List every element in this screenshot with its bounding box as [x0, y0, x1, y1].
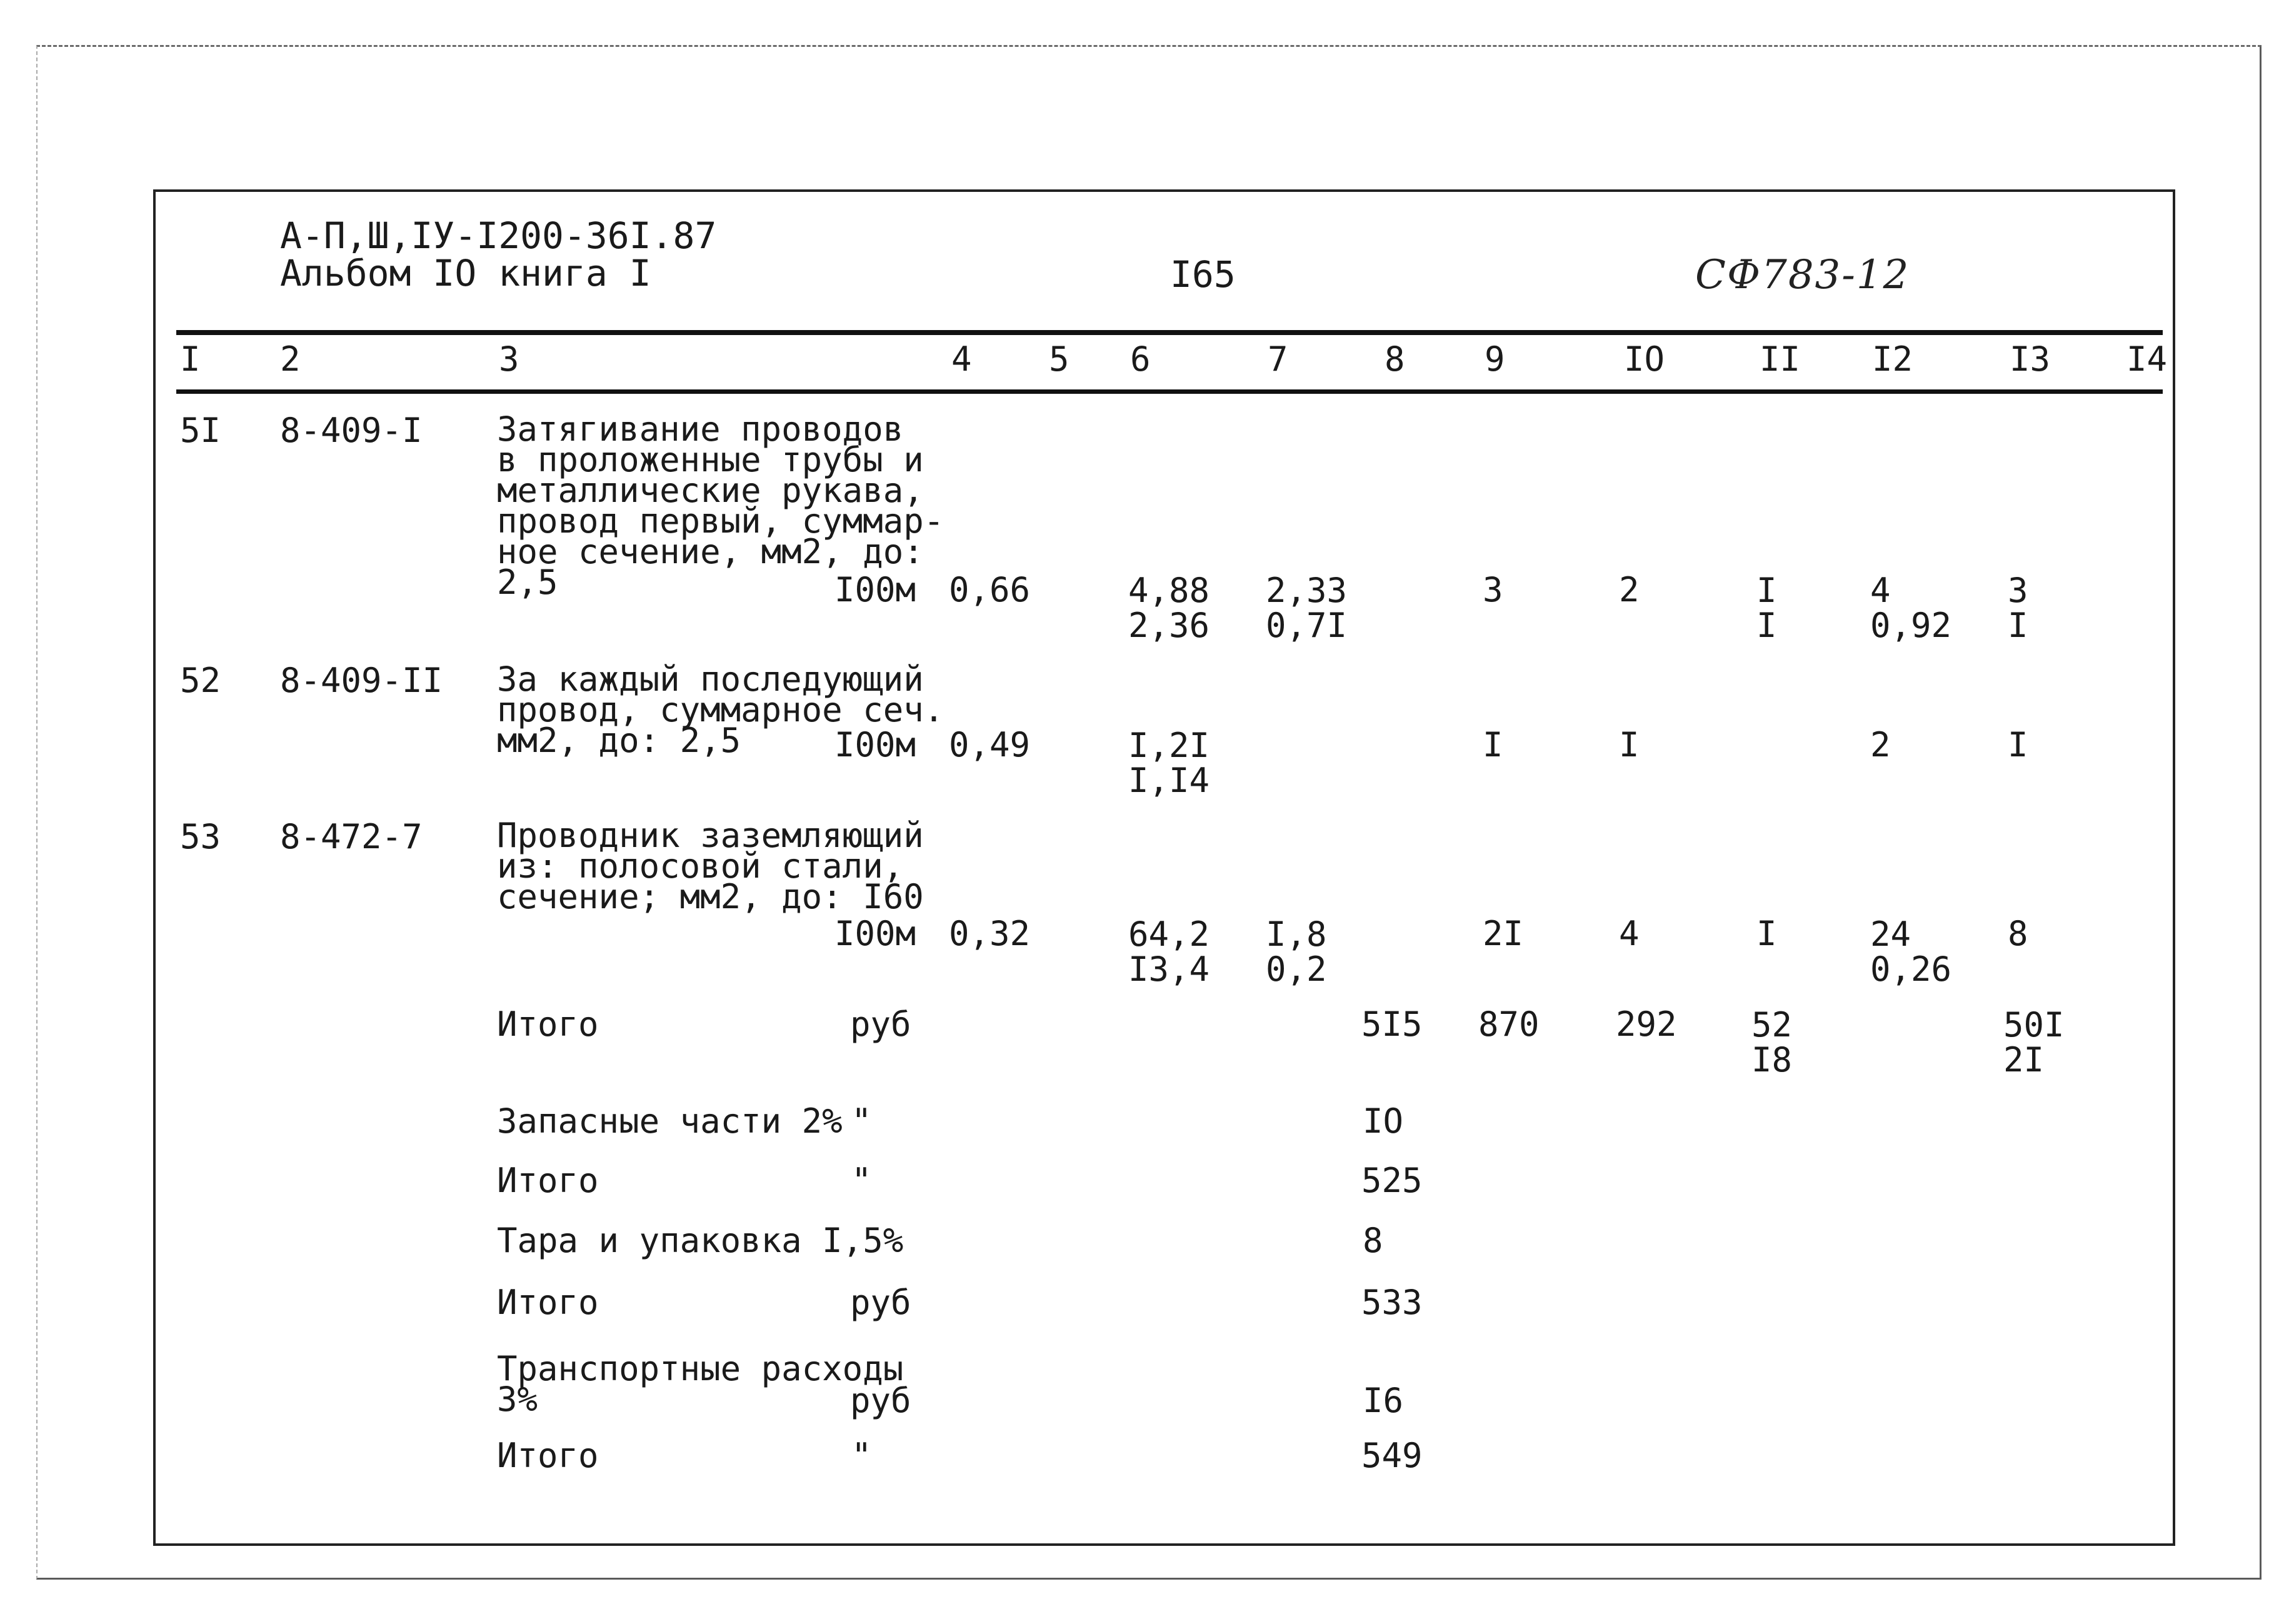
itogo-4-label: Итого — [497, 1436, 599, 1475]
row-51-number: 5I — [180, 411, 221, 450]
row-52-number: 52 — [180, 661, 221, 700]
itogo-1-label: Итого — [497, 1005, 599, 1044]
col-header-8: 8 — [1385, 339, 1405, 379]
row-53-number: 53 — [180, 817, 221, 856]
header-bottom-rule — [176, 389, 2163, 394]
row-52-col13: I — [2008, 725, 2028, 764]
row-51-unit: I00м — [834, 570, 916, 609]
row-53-description: Проводник заземляющий из: полосовой стали, сечение; мм2, до: I60 — [497, 816, 924, 916]
row-53-col12: 24 0,26 — [1870, 915, 1952, 989]
tara-col8: 8 — [1363, 1221, 1383, 1260]
col-header-4: 4 — [951, 339, 972, 379]
itogo-1-unit: руб — [850, 1005, 911, 1044]
itogo-4-col8: 549 — [1361, 1436, 1423, 1475]
col-header-14: I4 — [2126, 339, 2168, 379]
col-header-7: 7 — [1268, 339, 1288, 379]
album-label: Альбом IO книга I — [280, 252, 651, 294]
row-51-col12: 4 0,92 — [1870, 571, 1952, 645]
col-header-6: 6 — [1130, 339, 1151, 379]
col-header-2: 2 — [280, 339, 301, 379]
col-header-13: I3 — [2010, 339, 2051, 379]
row-52-col9: I — [1483, 725, 1503, 764]
row-52-code: 8-409-II — [280, 661, 443, 700]
itogo-2-unit: " — [851, 1161, 872, 1200]
itogo-2-col8: 525 — [1361, 1161, 1423, 1200]
tara-label: Тара и упаковка I,5% — [497, 1221, 904, 1260]
spare-parts-unit: " — [851, 1101, 872, 1141]
row-51-col4: 0,66 — [949, 570, 1031, 609]
col-header-10: IO — [1624, 339, 1665, 379]
itogo-1-col10: 292 — [1616, 1005, 1677, 1044]
document-code: А-П,Ш,IУ-I200-36I.87 — [280, 214, 717, 257]
col-header-12: I2 — [1872, 339, 1913, 379]
itogo-1-col13: 50I 2I — [2003, 1005, 2065, 1080]
row-52-description: За каждый последующий провод, суммарное сеч. мм2, до: 2,5 — [497, 659, 944, 760]
handwritten-stamp: СФ783-12 — [1695, 252, 1910, 298]
transport-label: Транспортные расходы 3% — [497, 1349, 904, 1419]
spare-parts-col8: IO — [1363, 1101, 1404, 1141]
col-header-11: II — [1760, 339, 1801, 379]
page-number: I65 — [1170, 253, 1236, 296]
itogo-1-col8: 5I5 — [1361, 1005, 1423, 1044]
row-51-description: Затягивание проводов в проложенные трубы и металлические рукава, провод первый, суммар- ное сечение, мм2, до: 2,5 — [497, 409, 944, 602]
itogo-1-col9: 870 — [1478, 1005, 1540, 1044]
row-51-col7: 2,33 0,7I — [1266, 571, 1348, 645]
itogo-4-unit: " — [851, 1436, 872, 1475]
col-header-9: 9 — [1485, 339, 1505, 379]
row-52-col10: I — [1619, 725, 1640, 764]
col-header-1: I — [180, 339, 201, 379]
row-53-col11: I — [1756, 914, 1777, 953]
row-51-code: 8-409-I — [280, 411, 423, 450]
row-52-col12: 2 — [1870, 725, 1891, 764]
transport-unit: руб — [850, 1381, 911, 1420]
header-top-rule — [176, 330, 2163, 335]
row-52-col4: 0,49 — [949, 725, 1031, 764]
row-51-col9: 3 — [1483, 570, 1503, 609]
row-53-col7: I,8 0,2 — [1266, 915, 1327, 989]
row-53-col4: 0,32 — [949, 914, 1031, 953]
itogo-1-col11: 52 I8 — [1751, 1005, 1793, 1080]
col-header-3: 3 — [499, 339, 519, 379]
row-53-col10: 4 — [1619, 914, 1640, 953]
row-53-code: 8-472-7 — [280, 817, 423, 856]
col-header-5: 5 — [1049, 339, 1069, 379]
row-51-col10: 2 — [1619, 570, 1640, 609]
itogo-2-label: Итого — [497, 1161, 599, 1200]
row-53-col13: 8 — [2008, 914, 2028, 953]
row-51-col6: 4,88 2,36 — [1128, 571, 1210, 645]
row-53-col6: 64,2 I3,4 — [1128, 915, 1210, 989]
itogo-3-label: Итого — [497, 1283, 599, 1322]
transport-col8: I6 — [1363, 1381, 1404, 1420]
row-52-unit: I00м — [834, 725, 916, 764]
row-51-col11: I I — [1756, 571, 1777, 645]
row-53-col9: 2I — [1483, 914, 1524, 953]
spare-parts-label: Запасные части 2% — [497, 1101, 843, 1141]
itogo-3-col8: 533 — [1361, 1283, 1423, 1322]
row-52-col6: I,2I I,I4 — [1128, 726, 1210, 800]
itogo-3-unit: руб — [850, 1283, 911, 1322]
row-53-unit: I00м — [834, 914, 916, 953]
row-51-col13: 3 I — [2008, 571, 2028, 645]
